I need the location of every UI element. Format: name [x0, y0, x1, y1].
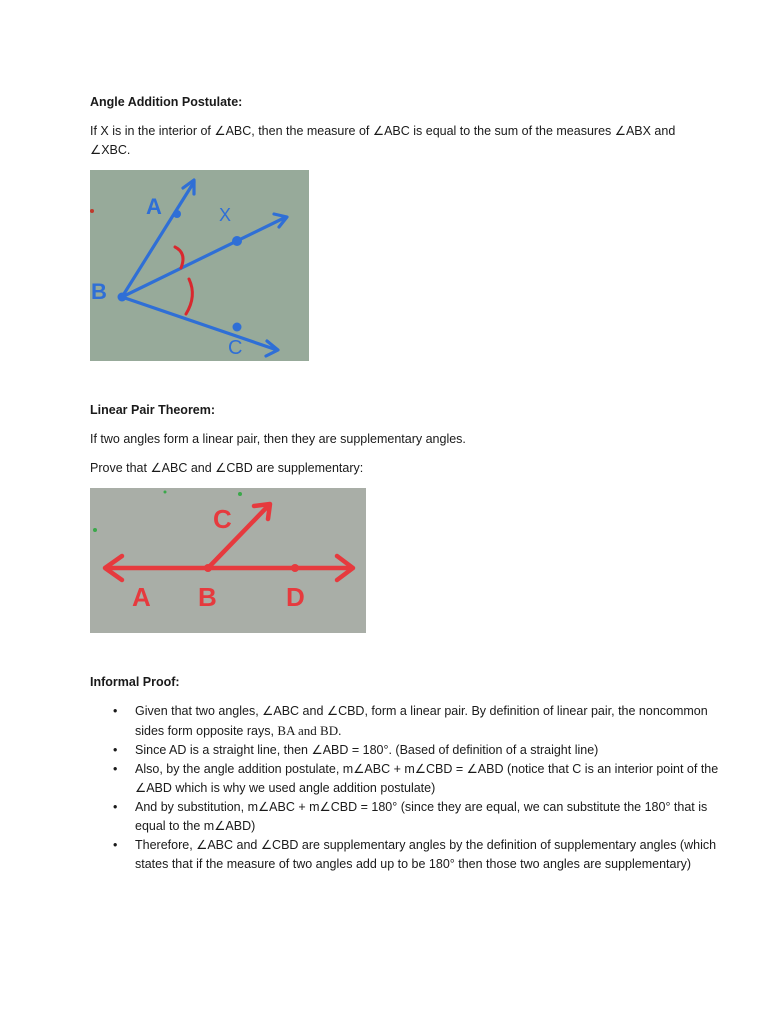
angle-addition-figure — [90, 170, 309, 361]
angle-addition-heading: Angle Addition Postulate: — [90, 95, 243, 109]
proof-step-text: Given that two angles, ∠ABC and ∠CBD, form a linear pair. By definition of linear pair, the noncommon sides form opposite rays, — [135, 704, 708, 738]
ink-speck — [238, 492, 242, 496]
list-item — [113, 760, 725, 798]
linear-pair-drawing — [90, 488, 366, 633]
bullet: • — [113, 800, 118, 814]
proof-step-text: Since AD is a straight line, then ∠ABD = 180°. (Based of definition of a straight line) — [135, 743, 599, 757]
informal-proof-heading: Informal Proof: — [90, 675, 180, 689]
bullet: • — [113, 704, 118, 718]
ink-speck — [93, 528, 97, 532]
label-a: A — [132, 582, 151, 612]
list-item — [113, 741, 725, 760]
point-b — [118, 293, 127, 302]
point-c — [233, 323, 242, 332]
point-a — [173, 210, 181, 218]
bullet: • — [113, 743, 118, 757]
point-x — [232, 236, 242, 246]
linear-pair-figure — [90, 488, 366, 633]
whiteboard-background — [90, 170, 309, 361]
proof-step-text: Therefore, ∠ABC and ∠CBD are supplementary angles by the definition of supplementary angles (which states that if the measure of two angles add up to be 180° then those two angles are supplementary) — [135, 838, 717, 871]
proof-step-text: Also, by the angle addition postulate, m∠ABC + m∠CBD = ∠ABD (notice that C is an interior point of the ∠ABD which is why we used angle addition postulate) — [135, 762, 719, 795]
list-item — [113, 798, 725, 836]
label-b: B — [91, 279, 107, 304]
label-c: C — [213, 504, 232, 534]
label-a: A — [146, 194, 162, 219]
point-b — [204, 564, 212, 572]
ink-speck — [90, 209, 94, 213]
proof-step-math: BA and BD. — [277, 723, 342, 738]
ink-speck — [164, 491, 167, 494]
angle-addition-text: If X is in the interior of ∠ABC, then the measure of ∠ABC is equal to the sum of the measures ∠ABX and ∠XBC. — [90, 124, 676, 157]
proof-step-text: And by substitution, m∠ABC + m∠CBD = 180° (since they are equal, we can substitute the 180° that is equal to the m∠ABD) — [135, 800, 708, 833]
linear-pair-text: If two angles form a linear pair, then they are supplementary angles. — [90, 432, 466, 446]
label-x: X — [219, 205, 232, 225]
linear-pair-heading: Linear Pair Theorem: — [90, 403, 216, 417]
bullet: • — [113, 838, 118, 852]
label-c: C — [228, 337, 243, 359]
angle-addition-drawing — [90, 170, 309, 361]
bullet: • — [113, 762, 118, 776]
list-item — [113, 702, 725, 741]
label-b: B — [198, 582, 217, 612]
point-d — [291, 564, 299, 572]
list-item — [113, 836, 725, 874]
prove-statement: Prove that ∠ABC and ∠CBD are supplementary: — [90, 461, 364, 475]
proof-list — [90, 702, 725, 874]
label-d: D — [286, 582, 305, 612]
